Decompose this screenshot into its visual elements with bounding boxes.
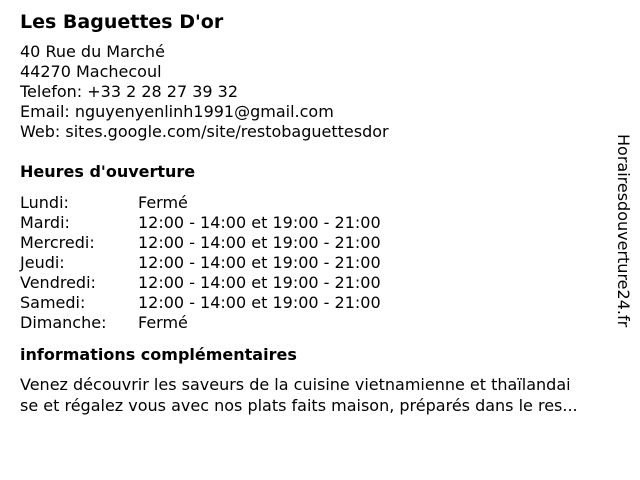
hours-day: Dimanche: <box>20 313 107 332</box>
hours-times: 12:00 - 14:00 et 19:00 - 21:00 <box>138 233 381 252</box>
hours-row-tuesday <box>20 213 620 233</box>
hours-row-sunday <box>20 313 620 333</box>
hours-row-saturday <box>20 293 620 313</box>
hours-times: 12:00 - 14:00 et 19:00 - 21:00 <box>138 273 381 292</box>
hours-day: Mardi: <box>20 213 70 232</box>
hours-day: Jeudi: <box>20 253 65 272</box>
hours-times: 12:00 - 14:00 et 19:00 - 21:00 <box>138 253 381 272</box>
hours-day: Lundi: <box>20 193 69 212</box>
site-watermark: Horairesdouverture24.fr <box>614 134 633 328</box>
hours-times: 12:00 - 14:00 et 19:00 - 21:00 <box>138 213 381 232</box>
business-card <box>20 8 620 416</box>
phone-line: Telefon: +33 2 28 27 39 32 <box>20 82 239 101</box>
business-name: Les Baguettes D'or <box>20 11 224 33</box>
additional-info-line: Venez découvrir les saveurs de la cuisine vietnamienne et thaïlandai <box>20 375 571 394</box>
opening-hours-title: Heures d'ouverture <box>20 162 196 181</box>
additional-info-text <box>20 374 630 416</box>
address-city: 44270 Machecoul <box>20 62 162 81</box>
hours-row-wednesday <box>20 233 620 253</box>
hours-row-monday <box>20 193 620 213</box>
hours-day: Mercredi: <box>20 233 95 252</box>
hours-row-thursday <box>20 253 620 273</box>
hours-times: Fermé <box>138 313 188 332</box>
hours-day: Vendredi: <box>20 273 96 292</box>
hours-times: Fermé <box>138 193 188 212</box>
address-street: 40 Rue du Marché <box>20 42 165 61</box>
hours-day: Samedi: <box>20 293 86 312</box>
email-line: Email: nguyenyenlinh1991@gmail.com <box>20 102 334 121</box>
hours-row-friday <box>20 273 620 293</box>
opening-hours-table <box>20 193 620 333</box>
website-line: Web: sites.google.com/site/restobaguettesdor <box>20 122 389 141</box>
hours-times: 12:00 - 14:00 et 19:00 - 21:00 <box>138 293 381 312</box>
additional-info-title: informations complémentaires <box>20 345 297 364</box>
additional-info-line: se et régalez vous avec nos plats faits maison, préparés dans le res... <box>20 396 578 415</box>
